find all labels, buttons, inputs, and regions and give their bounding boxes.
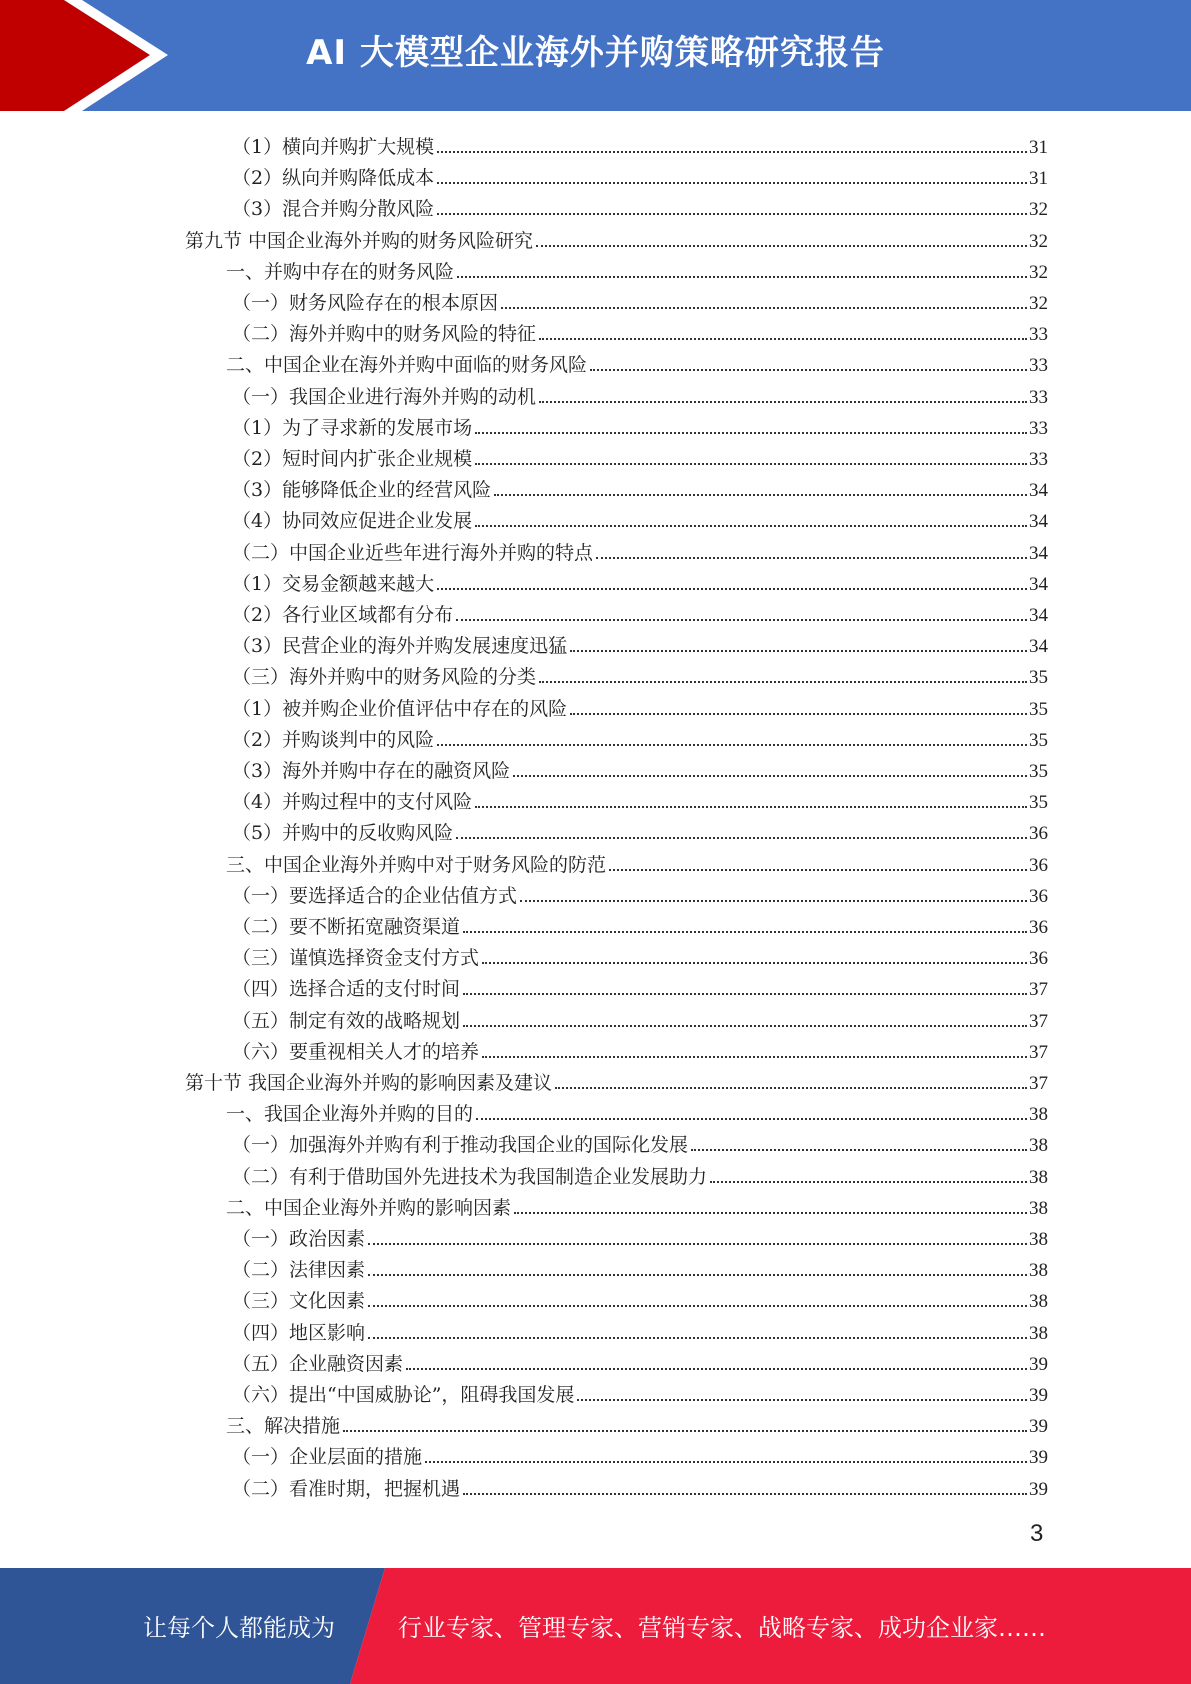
toc-entry-title: 第十节 我国企业海外并购的影响因素及建议 (185, 1072, 553, 1094)
toc-entry[interactable] (232, 939, 1048, 970)
toc-entry[interactable] (232, 783, 1048, 814)
toc-entry-title: （四）选择合适的支付时间 (232, 978, 461, 1001)
toc-dot-leader (475, 463, 1027, 465)
toc-entry[interactable] (232, 440, 1048, 471)
toc-entry-page: 38 (1029, 1166, 1048, 1188)
toc-entry-title: （5）并购中的反收购风险 (232, 822, 454, 845)
toc-dot-leader (437, 182, 1027, 184)
toc-entry-title: （2）纵向并购降低成本 (232, 167, 435, 190)
toc-entry[interactable] (232, 970, 1048, 1001)
toc-entry-title: （四）地区影响 (232, 1321, 366, 1344)
toc-entry-page: 37 (1029, 1010, 1048, 1032)
toc-entry-title: （三）文化因素 (232, 1290, 366, 1313)
document-title: AI 大模型企业海外并购策略研究报告 (306, 33, 885, 73)
toc-dot-leader (482, 962, 1027, 964)
toc-entry-page: 33 (1029, 355, 1048, 377)
toc-entry[interactable] (232, 1158, 1048, 1189)
toc-entry-page: 36 (1029, 917, 1048, 938)
toc-entry-page: 36 (1029, 885, 1048, 907)
toc-entry-title: （2）短时间内扩张企业规模 (232, 448, 473, 470)
toc-entry-page: 36 (1029, 854, 1048, 876)
toc-dot-leader (536, 245, 1027, 247)
toc-entry-title: （一）要选择适合的企业估值方式 (232, 884, 518, 907)
toc-entry[interactable] (232, 502, 1048, 533)
toc-entry-page: 39 (1029, 1416, 1048, 1438)
toc-entry[interactable] (232, 159, 1048, 190)
toc-entry-title: （2）并购谈判中的风险 (232, 728, 435, 751)
toc-entry-page: 34 (1029, 636, 1048, 658)
toc-entry-page: 35 (1029, 667, 1048, 689)
toc-entry[interactable] (232, 658, 1048, 689)
page-header (0, 0, 1191, 111)
toc-entry-title: （1）横向并购扩大规模 (232, 136, 435, 158)
toc-entry-title: 三、中国企业海外并购中对于财务风险的防范 (226, 853, 607, 876)
toc-entry-page: 32 (1029, 293, 1048, 314)
toc-dot-leader (437, 213, 1027, 215)
toc-entry-page: 36 (1029, 823, 1048, 845)
toc-dot-leader (456, 619, 1027, 621)
toc-entry-title: （二）看准时期，把握机遇 (232, 1477, 461, 1500)
toc-entry-page: 37 (1029, 1073, 1048, 1094)
toc-entry[interactable] (232, 1033, 1048, 1064)
toc-entry-title: 一、并购中存在的财务风险 (226, 260, 455, 283)
toc-entry[interactable] (232, 534, 1048, 565)
toc-dot-leader (463, 1025, 1027, 1027)
toc-entry[interactable] (232, 1126, 1048, 1157)
toc-entry-title: （二）有利于借助国外先进技术为我国制造企业发展助力 (232, 1165, 708, 1188)
toc-dot-leader (539, 338, 1027, 340)
toc-dot-leader (570, 650, 1027, 652)
toc-entry-title: （一）财务风险存在的根本原因 (232, 292, 499, 314)
toc-entry-title: 二、中国企业在海外并购中面临的财务风险 (226, 354, 588, 377)
toc-dot-leader (482, 1056, 1027, 1058)
toc-entry-page: 37 (1029, 979, 1048, 1001)
toc-dot-leader (520, 900, 1027, 902)
toc-dot-leader (463, 931, 1027, 933)
toc-entry[interactable] (232, 409, 1048, 440)
toc-entry[interactable] (232, 908, 1048, 939)
toc-dot-leader (555, 1087, 1027, 1089)
toc-entry[interactable] (232, 1251, 1048, 1282)
toc-dot-leader (691, 1149, 1027, 1151)
toc-entry-title: 第九节 中国企业海外并购的财务风险研究 (185, 229, 534, 252)
toc-entry[interactable] (232, 128, 1048, 159)
toc-entry[interactable] (232, 721, 1048, 752)
toc-entry-page: 31 (1029, 137, 1048, 158)
toc-dot-leader (513, 775, 1027, 777)
toc-entry[interactable] (232, 284, 1048, 315)
toc-entry-title: （二）要不断拓宽融资渠道 (232, 916, 461, 938)
toc-dot-leader (590, 369, 1027, 371)
toc-entry[interactable] (232, 1470, 1048, 1501)
toc-dot-leader (457, 276, 1027, 278)
toc-dot-leader (343, 1430, 1027, 1432)
toc-entry-title: （二）海外并购中的财务风险的特征 (232, 323, 537, 346)
toc-entry-page: 38 (1029, 1260, 1048, 1282)
toc-dot-leader (596, 557, 1027, 559)
toc-entry-title: （三）海外并购中的财务风险的分类 (232, 666, 537, 689)
toc-dot-leader (475, 525, 1027, 527)
toc-entry-title: （五）制定有效的战略规划 (232, 1009, 461, 1032)
toc-entry-title: （1）交易金额越来越大 (232, 572, 435, 595)
toc-dot-leader (539, 401, 1027, 403)
toc-entry-title: 一、我国企业海外并购的目的 (226, 1103, 474, 1126)
toc-dot-leader (368, 1337, 1027, 1339)
toc-entry-page: 36 (1029, 948, 1048, 970)
toc-dot-leader (577, 1399, 1027, 1401)
toc-entry-title: （1）为了寻求新的发展市场 (232, 416, 473, 439)
toc-entry[interactable] (226, 1407, 1048, 1438)
toc-entry-page: 34 (1029, 511, 1048, 533)
toc-entry-title: 二、中国企业海外并购的影响因素 (226, 1196, 512, 1219)
toc-entry-title: （六）要重视相关人才的培养 (232, 1040, 480, 1063)
toc-entry[interactable] (232, 190, 1048, 221)
toc-entry[interactable] (232, 471, 1048, 502)
toc-entry-page: 33 (1029, 449, 1048, 470)
toc-entry-title: （3）混合并购分散风险 (232, 198, 435, 221)
toc-entry-title: （3）民营企业的海外并购发展速度迅猛 (232, 635, 568, 658)
toc-entry-title: （六）提出“中国威胁论”，阻碍我国发展 (232, 1384, 575, 1406)
toc-entry[interactable] (232, 378, 1048, 409)
toc-entry[interactable] (232, 627, 1048, 658)
toc-entry-page: 31 (1029, 168, 1048, 190)
toc-dot-leader (475, 432, 1027, 434)
page-number: 3 (1030, 1520, 1044, 1547)
toc-entry[interactable] (226, 346, 1048, 377)
toc-dot-leader (463, 1493, 1027, 1495)
toc-entry[interactable] (232, 315, 1048, 346)
toc-entry[interactable] (232, 596, 1048, 627)
toc-entry[interactable] (232, 1345, 1048, 1376)
toc-entry[interactable] (232, 877, 1048, 908)
toc-entry-title: （2）各行业区域都有分布 (232, 604, 454, 626)
toc-entry[interactable] (232, 1376, 1048, 1407)
toc-entry[interactable] (226, 253, 1048, 284)
toc-entry-page: 34 (1029, 542, 1048, 564)
toc-entry-page: 32 (1029, 261, 1048, 283)
toc-entry-page: 38 (1029, 1322, 1048, 1344)
toc-entry[interactable] (185, 1064, 1048, 1095)
toc-entry-page: 39 (1029, 1478, 1048, 1500)
toc-entry[interactable] (232, 1220, 1048, 1251)
toc-dot-leader (494, 494, 1027, 496)
toc-entry-title: （二）法律因素 (232, 1259, 366, 1282)
toc-entry[interactable] (232, 752, 1048, 783)
toc-dot-leader (437, 588, 1027, 590)
toc-entry-page: 33 (1029, 324, 1048, 346)
toc-entry-title: （3）能够降低企业的经营风险 (232, 479, 492, 502)
footer-slogan-right: 行业专家、管理专家、营销专家、战略专家、成功企业家…… (398, 1614, 1046, 1642)
toc-dot-leader (476, 1118, 1027, 1120)
toc-entry-title: （一）我国企业进行海外并购的动机 (232, 385, 537, 408)
toc-entry-title: （三）谨慎选择资金支付方式 (232, 947, 480, 970)
toc-entry-title: （4）协同效应促进企业发展 (232, 510, 473, 533)
toc-entry-title: （3）海外并购中存在的融资风险 (232, 760, 511, 782)
toc-dot-leader (456, 837, 1027, 839)
page-footer (0, 1568, 1191, 1684)
toc-entry-page: 38 (1029, 1104, 1048, 1126)
toc-dot-leader (463, 993, 1027, 995)
toc-entry-page: 35 (1029, 761, 1048, 782)
toc-entry-page: 38 (1029, 1135, 1048, 1157)
toc-entry-title: （1）被并购企业价值评估中存在的风险 (232, 697, 568, 720)
toc-entry-title: （4）并购过程中的支付风险 (232, 791, 473, 814)
toc-entry-page: 38 (1029, 1197, 1048, 1219)
toc-dot-leader (368, 1274, 1027, 1276)
toc-entry-page: 35 (1029, 698, 1048, 720)
toc-entry-title: 三、解决措施 (226, 1415, 341, 1438)
toc-dot-leader (475, 806, 1027, 808)
toc-entry-page: 32 (1029, 199, 1048, 221)
toc-entry[interactable] (226, 1095, 1048, 1126)
toc-entry-page: 35 (1029, 729, 1048, 751)
toc-dot-leader (368, 1243, 1027, 1245)
toc-entry-page: 37 (1029, 1041, 1048, 1063)
toc-entry[interactable] (232, 690, 1048, 721)
toc-entry-title: （二）中国企业近些年进行海外并购的特点 (232, 541, 594, 564)
toc-entry-page: 39 (1029, 1353, 1048, 1375)
footer-slogan-left: 让每个人都能成为 (143, 1614, 335, 1642)
toc-dot-leader (539, 681, 1027, 683)
toc-entry[interactable] (226, 846, 1048, 877)
toc-entry-page: 39 (1029, 1447, 1048, 1469)
toc-dot-leader (425, 1461, 1027, 1463)
toc-entry[interactable] (232, 1002, 1048, 1033)
toc-dot-leader (368, 1305, 1027, 1307)
toc-dot-leader (406, 1368, 1027, 1370)
toc-entry-title: （一）企业层面的措施 (232, 1446, 423, 1469)
toc-entry-page: 35 (1029, 792, 1048, 814)
toc-entry-page: 38 (1029, 1229, 1048, 1250)
toc-entry-page: 34 (1029, 573, 1048, 595)
toc-dot-leader (570, 713, 1027, 715)
toc-entry[interactable] (232, 814, 1048, 845)
toc-dot-leader (501, 307, 1027, 309)
toc-entry-page: 39 (1029, 1385, 1048, 1406)
toc-entry-page: 34 (1029, 480, 1048, 502)
toc-entry[interactable] (185, 222, 1048, 253)
toc-entry-title: （五）企业融资因素 (232, 1352, 404, 1375)
toc-dot-leader (609, 869, 1027, 871)
toc-entry-page: 33 (1029, 386, 1048, 408)
toc-entry-page: 38 (1029, 1291, 1048, 1313)
toc-entry[interactable] (226, 1189, 1048, 1220)
toc-entry[interactable] (232, 1282, 1048, 1313)
toc-dot-leader (514, 1212, 1027, 1214)
toc-entry[interactable] (232, 565, 1048, 596)
toc-entry[interactable] (232, 1438, 1048, 1469)
toc-dot-leader (437, 151, 1027, 153)
toc-entry-title: （一）加强海外并购有利于推动我国企业的国际化发展 (232, 1134, 689, 1157)
toc-dot-leader (710, 1181, 1027, 1183)
toc-entry-page: 33 (1029, 417, 1048, 439)
toc-entry[interactable] (232, 1314, 1048, 1345)
toc-entry-title: （一）政治因素 (232, 1228, 366, 1250)
toc-dot-leader (437, 744, 1027, 746)
toc-entry-page: 32 (1029, 230, 1048, 252)
toc-entry-page: 34 (1029, 605, 1048, 626)
